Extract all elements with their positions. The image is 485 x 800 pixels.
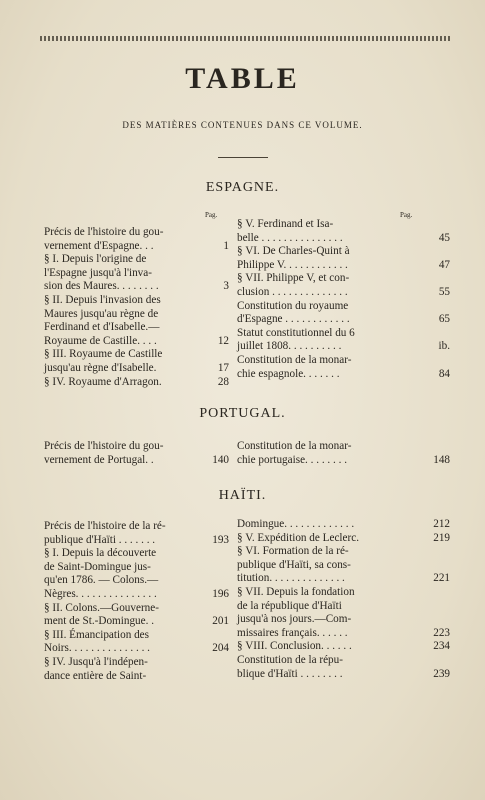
toc-column xyxy=(44,440,229,467)
toc-entry-text: Domingue. . . . . . . . . . . . . xyxy=(237,518,355,530)
toc-entry-page: 3 xyxy=(223,280,229,293)
toc-entry xyxy=(237,218,450,245)
section-heading-portugal: PORTUGAL. xyxy=(199,406,286,421)
divider xyxy=(218,157,268,158)
toc-column xyxy=(237,218,450,381)
toc-entry-page: 204 xyxy=(212,642,229,655)
toc-entry-page: 47 xyxy=(438,258,450,271)
toc-entry-page: 239 xyxy=(433,667,450,680)
toc-entry-page: 148 xyxy=(433,453,450,466)
toc-entry-page: 221 xyxy=(433,572,450,585)
toc-entry-page: 234 xyxy=(433,640,450,653)
toc-entry xyxy=(44,226,229,253)
toc-entry-page: 1 xyxy=(223,239,229,252)
toc-entry xyxy=(44,656,229,683)
toc-entry-page: 223 xyxy=(433,626,450,639)
toc-entry-page: 17 xyxy=(217,361,229,374)
toc-entry-text: § IV. Royaume d'Arragon. xyxy=(44,375,162,388)
toc-entry-text: § II. Colons.—Gouverne- ment de St.-Domingue. . xyxy=(44,601,159,628)
toc-entry-text: § I. Depuis la découverte de Saint-Domingue jus- qu'en 1786. — Colons.— Nègres. . . . . . . . . . . . . . . xyxy=(44,547,159,600)
toc-entry-text: § VII. Depuis la fondation de la république d'Haïti jusqu'à nos jours.—Com- missaires français. . . . . . xyxy=(237,585,355,639)
toc-entry xyxy=(44,629,229,656)
toc-entry-page: 45 xyxy=(438,231,450,244)
toc-entry xyxy=(237,272,450,299)
toc-entry-text: Statut constitutionnel du 6 juillet 1808. . . . . . . . . . xyxy=(237,326,355,353)
toc-entry-text: § IV. Jusqu'à l'indépen- dance entière de Saint- xyxy=(44,655,148,682)
toc-entry xyxy=(237,518,450,532)
toc-entry-text: § VIII. Conclusion. . . . . . xyxy=(237,640,352,653)
toc-entry-text: Constitution du royaume d'Espagne . . . . . . . . . . . . xyxy=(237,299,350,326)
toc-entry-page: 140 xyxy=(212,453,229,466)
toc-entry xyxy=(237,585,450,640)
toc-column xyxy=(44,226,229,389)
toc-entry xyxy=(237,545,450,586)
toc-entry xyxy=(237,531,450,546)
toc-entry-text: § III. Royaume de Castille jusqu'au règne d'Isabelle. xyxy=(44,348,163,374)
toc-entry xyxy=(44,602,229,629)
toc-entry-text: Précis de l'histoire du gou- vernement de Portugal. . xyxy=(44,440,164,466)
toc-entry xyxy=(237,640,450,654)
page-title: TABLE xyxy=(185,62,300,95)
toc-entry xyxy=(44,547,229,601)
toc-entry xyxy=(44,376,229,390)
toc-entry-text: § VI. Formation de la ré- publique d'Haïti, sa cons- titution. . . . . . . . . . . . . . xyxy=(237,545,351,585)
toc-entry xyxy=(237,245,450,272)
toc-entry-page: 212 xyxy=(433,518,450,530)
toc-entry-text: § I. Depuis l'origine de l'Espagne jusqu'à l'inva- sion des Maures. . . . . . . . xyxy=(44,253,159,293)
toc-column xyxy=(44,520,229,683)
toc-entry-text: § VI. De Charles-Quint à Philippe V. . . . . . . . . . . . xyxy=(237,245,350,271)
toc-entry-text: § VII. Philippe V, et con- clusion . . . . . . . . . . . . . . xyxy=(237,272,350,298)
toc-entry-text: Précis de l'histoire de la ré- publique d'Haïti . . . . . . . xyxy=(44,520,166,546)
toc-entry xyxy=(44,440,229,467)
ornamental-rule xyxy=(40,36,450,41)
toc-entry xyxy=(237,440,450,467)
toc-entry xyxy=(44,348,229,375)
toc-entry-page: 193 xyxy=(212,533,229,546)
toc-entry xyxy=(44,294,229,348)
toc-entry xyxy=(237,353,450,381)
page-subtitle: DES MATIÈRES CONTENUES DANS CE VOLUME. xyxy=(122,120,363,130)
pag-label: Pag. xyxy=(400,211,413,219)
toc-entry-page: 55 xyxy=(438,285,450,298)
toc-entry-page: ib. xyxy=(438,340,450,353)
toc-entry xyxy=(44,520,229,547)
toc-column xyxy=(237,440,450,467)
toc-entry-page: 65 xyxy=(438,313,450,326)
toc-entry-page: 196 xyxy=(212,587,229,600)
toc-entry xyxy=(237,653,450,681)
toc-entry-page: 201 xyxy=(212,615,229,628)
toc-entry-page: 84 xyxy=(438,367,450,380)
toc-entry-text: § III. Émancipation des Noirs. . . . . . . . . . . . . . . xyxy=(44,628,150,655)
toc-entry-text: Constitution de la monar- chie portugaise. . . . . . . . xyxy=(237,440,352,466)
toc-column xyxy=(237,518,450,681)
toc-entry-text: Précis de l'histoire du gou- vernement d'Espagne. . . xyxy=(44,226,164,252)
section-heading-haiti: HAÏTI. xyxy=(218,488,267,503)
toc-entry xyxy=(237,299,450,327)
pag-label: Pag. xyxy=(205,211,218,219)
toc-entry-text: Constitution de la répu- blique d'Haïti . . . . . . . . xyxy=(237,653,343,680)
toc-entry-page: 219 xyxy=(433,531,450,544)
toc-entry-text: Constitution de la monar- chie espagnole. . . . . . . xyxy=(237,353,352,380)
toc-entry-page: 28 xyxy=(217,375,229,388)
toc-entry-text: § V. Expédition de Leclerc. xyxy=(237,531,359,544)
toc-entry xyxy=(44,253,229,294)
toc-entry-text: § II. Depuis l'invasion des Maures jusqu'au règne de Ferdinand et d'Isabelle.— Royaume de Castille. . . . xyxy=(44,293,161,347)
toc-entry-text: § V. Ferdinand et Isa- belle . . . . . . . . . . . . . . . xyxy=(237,218,343,244)
toc-entry-page: 12 xyxy=(217,334,229,347)
toc-entry xyxy=(237,326,450,354)
section-heading-espagne: ESPAGNE. xyxy=(205,180,280,195)
